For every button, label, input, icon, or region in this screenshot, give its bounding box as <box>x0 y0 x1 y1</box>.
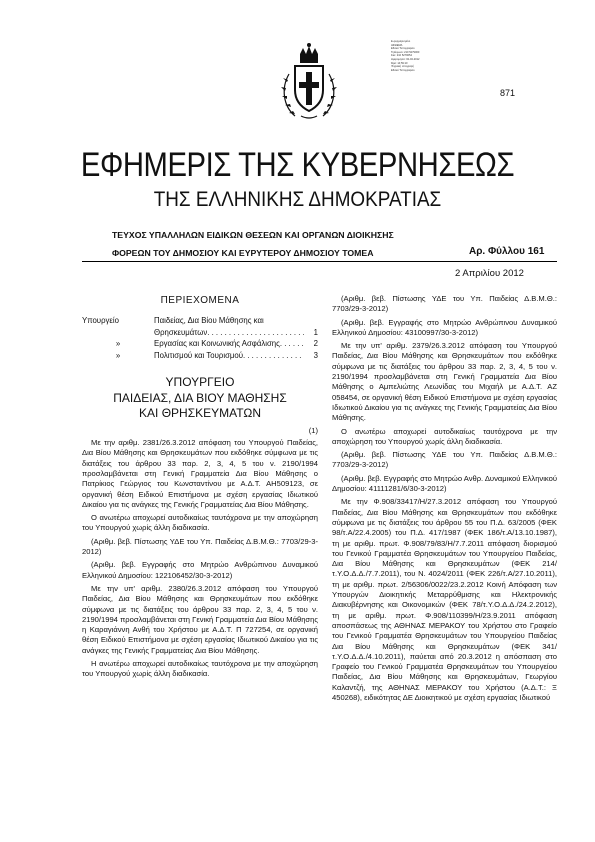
page-number: 871 <box>500 88 516 98</box>
toc-leader-dots <box>243 350 304 362</box>
toc-page-number: 1 <box>313 327 318 337</box>
body-paragraph: Ο ανωτέρω αποχωρεί αυτοδικαίως ταυτόχρονα με την αποχώρηση του Υπουργού χωρίς άλλη διαδικασία. <box>332 426 557 446</box>
stamp-line: Τηλέφωνο: 210 5279000 <box>391 50 420 54</box>
stamp-line: Fax: 210 5279054 <box>391 54 412 58</box>
body-paragraph: (Αριθμ. βεβ. Εγγραφής στο Μητρώο Ανθρώπινου Δυναμικού Ελληνικού Δημοσίου: 43100997/30-3-2012) <box>332 317 557 337</box>
stamp-line: Εθνικό Τυπογραφείο <box>391 68 415 72</box>
toc-row <box>82 327 318 339</box>
toc-row <box>82 350 318 362</box>
toc-row <box>82 315 318 327</box>
stamp-line: ΑΦΘΕΜΑ <box>391 43 403 47</box>
toc-page-number: 3 <box>313 350 318 360</box>
body-paragraph: (Αριθμ. βεβ. Πίστωσης ΥΔΕ του Υπ. Παιδείας Δ.Β.Μ.Θ.: 7703/29-3-2012) <box>332 450 557 470</box>
ministry-heading-line: ΠΑΙΔΕΙΑΣ, ΔΙΑ ΒΙΟΥ ΜΑΘΗΣΗΣ <box>113 390 287 405</box>
toc-lead: » <box>115 339 121 349</box>
greek-coat-of-arms-icon <box>279 42 339 122</box>
body-paragraph: (Αριθμ. βεβ. Πίστωσης ΥΔΕ του Υπ. Παιδείας Δ.Β.Μ.Θ.: 7703/29-3-2012) <box>332 294 557 314</box>
contents-title: ΠΕΡΙΕΧΟΜΕΝΑ <box>160 295 240 306</box>
toc-lead: » <box>115 350 121 360</box>
toc-entry-text: Εργασίας και Κοινωνικής Ασφάλισης <box>154 339 280 349</box>
footnote-mark: (1) <box>308 425 318 435</box>
right-column <box>332 294 557 706</box>
ministry-heading <box>82 375 318 422</box>
body-paragraph: Με την υπ' αριθμ. 2380/26.3.2012 απόφαση του Υπουργού Παιδείας, Δια Βίου Μάθησης και Θρησκευμάτων που εκδόθηκε σύμφωνα με τις διατάξεις του άρθρου 33 παρ. 2, 3, 4, 5 του ν. 2190/1994 προσλαμβάνεται στη Γενική Γραμματεία Δια Βίου Μάθησης η Καραγιάννη Ανθή του Χρήστου με Α.Δ.Τ. Π 727254, σε οργανική θέση Ειδικού Επιστήμονα με σχέση εργασίας Ιδιωτικού Δικαίου για τις ανάγκες της Γενικής Γραμματείας Δια Βίου Μάθησης. <box>82 583 318 655</box>
toc-lead: Υπουργείο <box>82 316 119 326</box>
body-paragraph: (Αριθμ. βεβ. Πίστωσης ΥΔΕ του Υπ. Παιδείας Δ.Β.Μ.Θ.: 7703/29-3-2012) <box>82 536 318 557</box>
toc-row <box>82 338 318 350</box>
left-body-text <box>82 438 318 680</box>
masthead-divider <box>82 261 557 262</box>
toc-entry-text: Πολιτισμού και Τουρισμού <box>154 350 243 360</box>
left-column <box>82 290 318 683</box>
toc-page-number: 2 <box>313 339 318 349</box>
ministry-heading-line: ΚΑΙ ΘΡΗΣΚΕΥΜΑΤΩΝ <box>139 406 261 421</box>
toc-lead <box>82 327 154 339</box>
gazette-title: ΕΦΗΜΕΡΙΣ ΤΗΣ ΚΥΒΕΡΝΗΣΕΩΣ <box>80 146 515 184</box>
issue-number: Αρ. Φύλλου 161 <box>469 246 545 257</box>
stamp-line: Ε-φορμαρισμένο <box>391 40 411 43</box>
stamp-line: Εθνικό Τυπογραφείο <box>391 47 415 51</box>
stamp-line: Ημερομηνία: 02-04-2012 <box>391 57 420 61</box>
body-paragraph: Με την Φ.908/33417/Η/27.3.2012 απόφαση του Υπουργού Παιδείας, Δια Βίου Μάθησης και Θρησκευμάτων που εκδόθηκε σύμφωνα με τις διατάξεις του άρθρου 55 του Π.Δ. 63/2005 (ΦΕΚ 98/τ.Α/22.4.2005) του Π.Δ. 417/1987 (ΦΕΚ 186/τ.Α/13.10.1987), τη με αριθμ. πρωτ. Φ.908/79/83/Η/7.7.2011 απόφαση διορισμού του Γενικού Γραμματέα Θρησκευμάτων του Υπουργείου Παιδείας, Δια Βίου Μάθησης και Θρησκευμάτων (ΦΕΚ 214/τ.Υ.Ο.Δ.Δ./7.7.2011), του Ν. 4024/2011 (ΦΕΚ 226/τ.Α/27.10.2011), τη με αριθμ. πρωτ. 2/56306/0022/23.2.2012 Κοινή Απόφαση των Υπουργών Διοικητικής Μεταρρύθμισης και Ηλεκτρονικής Διακυβέρνησης και Οικονομικών (ΦΕΚ 78/τ.Υ.Ο.Δ.Δ./24.2.2012), τη με αριθμ. πρωτ. Φ.908/110399/Η/23.9.2011 απόφαση αποσπάσεως της ΑΘΗΝΑΣ ΜΕΡΑΚΟΥ του Χρήστου στο Γραφείο του Γενικού Γραμματέα Θρησκευμάτων του Υπουργείου Παιδείας Δια Βίου Μάθησης και Θρησκευμάτων (ΦΕΚ 341/τ.Υ.Ο.Δ.Δ./4.10.2011), παύεται από 20.3.2012 η απόσπαση στο Γραφείο του Γενικού Γραμματέα Θρησκευμάτων του Υπουργείου Παιδείας, Δια Βίου Μάθησης και Θρησκευμάτων, Γεωργίου Καλαντζή, της ΑΘΗΝΑΣ ΜΕΡΑΚΟΥ του Χρήστου (Α.Δ.Τ.: Ξ 450268), ειδικότητας ΔΕ Διοικητικού με σχέση εργασίας Ιδιωτικού <box>332 497 557 702</box>
issue-type-line-1: ΤΕΥΧΟΣ ΥΠΑΛΛΗΛΩΝ ΕΙΔΙΚΩΝ ΘΕΣΕΩΝ ΚΑΙ ΟΡΓΑΝΩΝ ΔΙΟΙΚΗΣΗΣ <box>112 230 394 240</box>
digital-signature-stamp <box>391 40 443 72</box>
issue-date: 2 Απριλίου 2012 <box>455 268 524 279</box>
ministry-heading-line: ΥΠΟΥΡΓΕΙΟ <box>165 375 235 390</box>
issue-type-line-2: ΦΟΡΕΩΝ ΤΟΥ ΔΗΜΟΣΙΟΥ ΚΑΙ ΕΥΡΥΤΕΡΟΥ ΔΗΜΟΣΙΟΥ ΤΟΜΕΑ <box>112 248 374 258</box>
stamp-line: Ψηφιακή υπογραφή <box>391 65 414 69</box>
right-body-text <box>332 294 557 703</box>
body-paragraph: (Αριθμ. βεβ. Εγγραφής στο Μητρώο Ανθρ. Δυναμικού Ελληνικού Δημοσίου: 41111281/6/30-3-2012) <box>332 473 557 494</box>
toc-entry-text: Θρησκευμάτων <box>154 327 208 337</box>
stamp-line: Ώρα: 14:59:10 <box>391 61 408 65</box>
table-of-contents <box>82 315 318 361</box>
body-paragraph: (Αριθμ. βεβ. Εγγραφής στο Μητρώο Ανθρώπινου Δυναμικού Ελληνικού Δημοσίου: 122106452/30-3-2012) <box>82 560 318 580</box>
body-paragraph: Ο ανωτέρω αποχωρεί αυτοδικαίως ταυτόχρονα με την αποχώρηση του Υπουργού χωρίς άλλη διαδικασία. <box>82 513 318 533</box>
body-paragraph: Με την αριθμ. 2381/26.3.2012 απόφαση του Υπουργού Παιδείας, Δια Βίου Μάθησης και Θρησκευμάτων που εκδόθηκε σύμφωνα με τις διατάξεις του άρθρου 33 παρ. 2, 3, 4, 5 του ν. 2190/1994 προσλαμβάνεται στη Γενική Γραμματεία Δια Βίου Μάθησης ο Πατρίκιος Γεώργιος του Κωνσταντίνου με Α.Δ.Τ. ΑΗ509123, σε οργανική θέση Ειδικού Επιστήμονα με σχέση εργασίας Ιδιωτικού Δικαίου για τις ανάγκες της Γενικής Γραμματείας Δια Βίου Μάθησης. <box>82 438 318 509</box>
gazette-subtitle: ΤΗΣ ΕΛΛΗΝΙΚΗΣ ΔΗΜΟΚΡΑΤΙΑΣ <box>153 188 442 211</box>
toc-leader-dots <box>207 327 304 339</box>
toc-entry-text: Παιδείας, Δια Βίου Μάθησης και <box>154 316 264 326</box>
toc-leader-dots <box>280 338 304 350</box>
toc-page-number <box>304 315 318 327</box>
body-paragraph: Με την υπ' αριθμ. 2379/26.3.2012 απόφαση του Υπουργού Παιδείας, Δια Βίου Μάθησης και Θρησκευμάτων που εκδόθηκε σύμφωνα με τις διατάξεις του άρθρου 33 παρ. 2, 3, 4, 5 του ν. 2190/1994 προσλαμβάνεται στη Γενική Γραμματεία Δια Βίου Μάθησης ο Αμπελιώτης Λεωνίδας του Μιχαήλ με Α.Δ.Τ. ΑΖ 058454, σε οργανική θέση Ειδικού Επιστήμονα με σχέση εργασίας Ιδιωτικού Δικαίου για τις ανάγκες της Γενικής Γραμματείας Δια Βίου Μάθησης. <box>332 341 557 423</box>
body-paragraph: Η ανωτέρω αποχωρεί αυτοδικαίως ταυτόχρονα με την αποχώρηση του Υπουργού χωρίς άλλη διαδικασία. <box>82 659 318 679</box>
